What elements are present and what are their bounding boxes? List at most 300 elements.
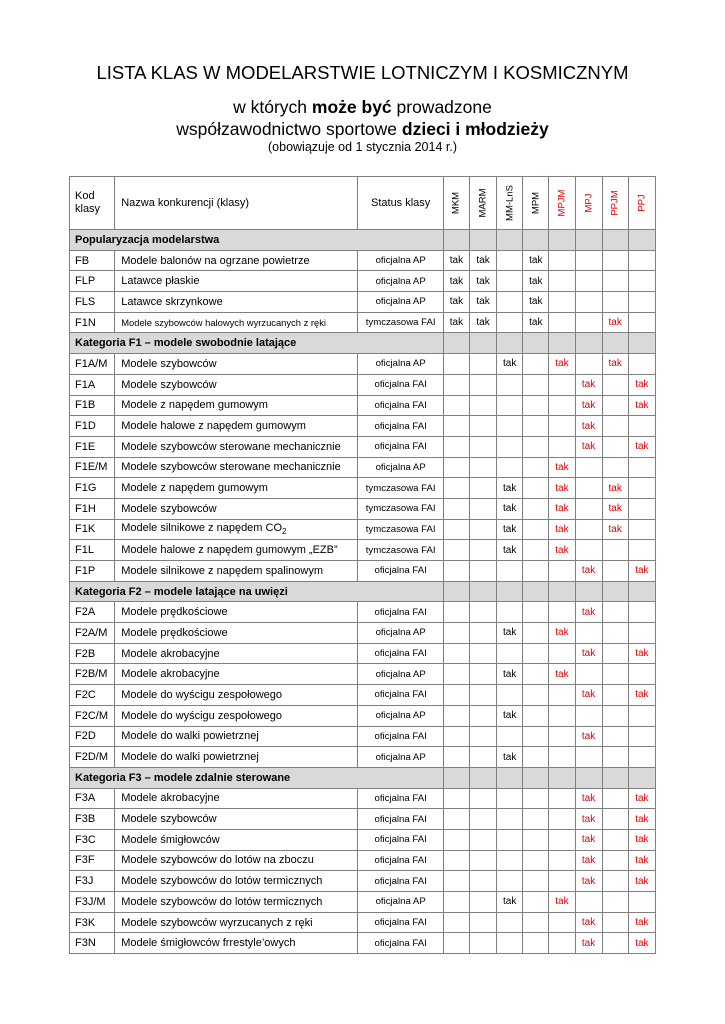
eligibility-cell — [575, 540, 602, 561]
class-name — [115, 850, 358, 871]
eligibility-cell: tak — [575, 436, 602, 457]
class-status: oficjalna AP — [358, 250, 443, 271]
class-name-text: Modele szybowców sterowane mechanicznie — [121, 461, 341, 474]
eligibility-cell — [497, 457, 523, 478]
class-name-text: Modele prędkościowe — [121, 606, 228, 619]
class-name — [115, 788, 358, 809]
table-row — [70, 354, 656, 375]
eligibility-cell — [497, 561, 523, 582]
eligibility-cell: tak — [549, 478, 575, 499]
section-empty-cell — [523, 767, 549, 788]
section-empty-cell — [470, 767, 497, 788]
class-name-text: Modele akrobacyjne — [121, 647, 220, 660]
class-code: F2B/M — [70, 664, 115, 685]
class-name — [115, 540, 358, 561]
class-status: oficjalna FAI — [358, 685, 443, 706]
eligibility-cell: tak — [575, 685, 602, 706]
eligibility-cell: tak — [575, 788, 602, 809]
class-code: F1A — [70, 374, 115, 395]
eligibility-cell: tak — [575, 602, 602, 623]
class-name-text: Modele śmigłowców frrestyle’owych — [121, 937, 296, 950]
eligibility-cell: tak — [628, 685, 655, 706]
eligibility-cell — [575, 250, 602, 271]
class-code: F1E/M — [70, 457, 115, 478]
eligibility-cell — [470, 705, 497, 726]
eligibility-cell — [575, 354, 602, 375]
eligibility-cell — [497, 788, 523, 809]
table-row — [70, 498, 656, 519]
class-status: tymczasowa FAI — [358, 498, 443, 519]
header-col-mpm — [523, 177, 549, 230]
eligibility-cell — [523, 933, 549, 954]
eligibility-cell — [523, 809, 549, 830]
eligibility-cell — [602, 271, 628, 292]
class-name-text: Modele szybowców — [121, 357, 217, 370]
class-name-text: Modele do wyścigu zespołowego — [121, 709, 283, 722]
eligibility-cell — [443, 561, 469, 582]
header-kod — [70, 177, 115, 230]
eligibility-cell — [523, 747, 549, 768]
eligibility-cell — [443, 643, 469, 664]
class-status: oficjalna FAI — [358, 871, 443, 892]
eligibility-cell — [523, 457, 549, 478]
eligibility-cell — [497, 416, 523, 437]
eligibility-cell — [549, 374, 575, 395]
subtitle-line-1 — [0, 97, 725, 118]
class-status: oficjalna FAI — [358, 850, 443, 871]
eligibility-cell — [549, 912, 575, 933]
eligibility-cell: tak — [443, 312, 469, 333]
class-name-text: Modele szybowców — [121, 813, 217, 826]
class-status: oficjalna FAI — [358, 912, 443, 933]
eligibility-cell — [628, 892, 655, 913]
eligibility-cell — [575, 519, 602, 540]
eligibility-cell — [470, 395, 497, 416]
eligibility-cell — [443, 726, 469, 747]
eligibility-cell: tak — [628, 871, 655, 892]
eligibility-cell: tak — [523, 250, 549, 271]
eligibility-cell — [443, 623, 469, 644]
eligibility-cell — [497, 250, 523, 271]
eligibility-cell: tak — [628, 395, 655, 416]
class-name-text: Latawce skrzynkowe — [121, 295, 223, 308]
eligibility-cell: tak — [497, 892, 523, 913]
table-row — [70, 457, 656, 478]
eligibility-cell — [628, 416, 655, 437]
class-status: oficjalna FAI — [358, 416, 443, 437]
class-name — [115, 478, 358, 499]
header-col-mpjm — [549, 177, 575, 230]
validity-note: (obowiązuje od 1 stycznia 2014 r.) — [268, 140, 457, 154]
class-status: oficjalna FAI — [358, 788, 443, 809]
table-row — [70, 871, 656, 892]
class-code: F1L — [70, 540, 115, 561]
class-name — [115, 726, 358, 747]
eligibility-cell — [523, 561, 549, 582]
eligibility-cell — [549, 436, 575, 457]
class-name — [115, 561, 358, 582]
eligibility-cell: tak — [497, 705, 523, 726]
section-empty-cell — [602, 333, 628, 354]
class-status: oficjalna FAI — [358, 643, 443, 664]
table-row — [70, 395, 656, 416]
eligibility-cell — [443, 871, 469, 892]
eligibility-cell — [523, 436, 549, 457]
class-name — [115, 416, 358, 437]
subtitle-line-2 — [0, 119, 725, 140]
eligibility-cell — [549, 312, 575, 333]
class-name — [115, 933, 358, 954]
eligibility-cell — [470, 685, 497, 706]
table-row — [70, 788, 656, 809]
eligibility-cell — [628, 747, 655, 768]
header-kod-line-1: Kod — [75, 190, 95, 202]
table-row — [70, 747, 656, 768]
class-name-text: Modele szybowców — [121, 378, 217, 391]
header-kod-line-2: klasy — [75, 203, 101, 215]
section-title: Kategoria F1 – modele swobodnie latające — [70, 333, 444, 354]
class-name-text: Modele silnikowe z napędem spalinowym — [121, 564, 323, 577]
section-empty-cell — [523, 333, 549, 354]
eligibility-cell: tak — [628, 809, 655, 830]
eligibility-cell — [575, 292, 602, 313]
class-code: F3F — [70, 850, 115, 871]
eligibility-cell: tak — [575, 933, 602, 954]
class-code: F2C — [70, 685, 115, 706]
class-status: oficjalna FAI — [358, 726, 443, 747]
eligibility-cell — [443, 788, 469, 809]
eligibility-cell: tak — [575, 871, 602, 892]
class-status: oficjalna FAI — [358, 561, 443, 582]
eligibility-cell: tak — [575, 395, 602, 416]
section-empty-cell — [575, 333, 602, 354]
class-name — [115, 271, 358, 292]
header-col-marm — [470, 177, 497, 230]
eligibility-cell — [575, 705, 602, 726]
eligibility-cell — [470, 457, 497, 478]
eligibility-cell: tak — [628, 850, 655, 871]
section-empty-cell — [575, 767, 602, 788]
class-status: tymczasowa FAI — [358, 312, 443, 333]
eligibility-cell — [523, 871, 549, 892]
eligibility-cell — [497, 850, 523, 871]
eligibility-cell: tak — [497, 478, 523, 499]
eligibility-cell — [443, 892, 469, 913]
eligibility-cell: tak — [497, 498, 523, 519]
header-col-mpj — [575, 177, 602, 230]
class-name — [115, 436, 358, 457]
eligibility-cell — [443, 478, 469, 499]
class-name — [115, 623, 358, 644]
eligibility-cell — [523, 912, 549, 933]
eligibility-cell — [628, 540, 655, 561]
eligibility-cell: tak — [549, 519, 575, 540]
eligibility-cell — [443, 395, 469, 416]
class-name-text: Modele do walki powietrznej — [121, 730, 259, 743]
class-name-subscript: 2 — [282, 527, 287, 537]
eligibility-cell — [549, 933, 575, 954]
eligibility-cell — [549, 561, 575, 582]
section-empty-cell — [602, 581, 628, 602]
class-code: F2C/M — [70, 705, 115, 726]
class-name — [115, 498, 358, 519]
eligibility-cell: tak — [575, 374, 602, 395]
eligibility-cell: tak — [575, 809, 602, 830]
eligibility-cell — [602, 250, 628, 271]
class-name — [115, 871, 358, 892]
class-code: F1D — [70, 416, 115, 437]
class-code: F3N — [70, 933, 115, 954]
class-code: F2D/M — [70, 747, 115, 768]
eligibility-cell — [443, 705, 469, 726]
class-name-text: Modele szybowców halowych wyrzucanych z ręki — [121, 317, 326, 329]
class-code: F3C — [70, 829, 115, 850]
eligibility-cell — [523, 685, 549, 706]
eligibility-cell: tak — [602, 312, 628, 333]
eligibility-cell — [549, 871, 575, 892]
eligibility-cell — [602, 726, 628, 747]
eligibility-cell: tak — [575, 912, 602, 933]
table-row — [70, 643, 656, 664]
eligibility-cell — [575, 498, 602, 519]
eligibility-cell — [470, 540, 497, 561]
eligibility-cell — [470, 643, 497, 664]
eligibility-cell — [523, 623, 549, 644]
table-row — [70, 561, 656, 582]
eligibility-cell: tak — [470, 250, 497, 271]
class-name-text: Modele silnikowe z napędem CO — [121, 522, 283, 535]
class-status: tymczasowa FAI — [358, 478, 443, 499]
section-empty-cell — [497, 333, 523, 354]
eligibility-cell — [549, 292, 575, 313]
class-status: oficjalna FAI — [358, 436, 443, 457]
section-empty-cell — [549, 581, 575, 602]
table-row — [70, 250, 656, 271]
eligibility-cell — [575, 271, 602, 292]
eligibility-cell — [523, 726, 549, 747]
class-status: oficjalna AP — [358, 664, 443, 685]
eligibility-cell: tak — [443, 271, 469, 292]
class-status: oficjalna AP — [358, 623, 443, 644]
class-name — [115, 643, 358, 664]
eligibility-cell: tak — [497, 540, 523, 561]
header-col-label: PPJ — [636, 194, 648, 212]
section-row — [70, 333, 656, 354]
section-empty-cell — [443, 767, 469, 788]
section-empty-cell — [470, 581, 497, 602]
header-col-label: MKM — [450, 191, 462, 215]
eligibility-cell: tak — [497, 664, 523, 685]
table-row — [70, 912, 656, 933]
table-row — [70, 809, 656, 830]
eligibility-cell — [443, 829, 469, 850]
class-name — [115, 354, 358, 375]
eligibility-cell — [470, 478, 497, 499]
eligibility-cell — [497, 271, 523, 292]
eligibility-cell — [523, 829, 549, 850]
eligibility-cell — [523, 705, 549, 726]
eligibility-cell — [575, 478, 602, 499]
eligibility-cell — [497, 726, 523, 747]
eligibility-cell — [549, 705, 575, 726]
eligibility-cell — [628, 271, 655, 292]
eligibility-cell — [523, 498, 549, 519]
eligibility-cell — [602, 747, 628, 768]
eligibility-cell — [602, 850, 628, 871]
table-row — [70, 602, 656, 623]
class-code: F1P — [70, 561, 115, 582]
eligibility-cell — [602, 643, 628, 664]
eligibility-cell — [549, 685, 575, 706]
eligibility-cell — [443, 809, 469, 830]
class-status: oficjalna FAI — [358, 829, 443, 850]
section-empty-cell — [628, 767, 655, 788]
class-code: F1B — [70, 395, 115, 416]
eligibility-cell — [443, 664, 469, 685]
eligibility-cell — [443, 374, 469, 395]
class-status: oficjalna AP — [358, 457, 443, 478]
class-name-text: Modele akrobacyjne — [121, 792, 220, 805]
eligibility-cell: tak — [628, 912, 655, 933]
eligibility-cell — [602, 685, 628, 706]
class-code: F3J/M — [70, 892, 115, 913]
subtitle-line-2-bold: dzieci i młodzieży — [401, 119, 549, 139]
eligibility-cell — [497, 829, 523, 850]
class-code: F2A — [70, 602, 115, 623]
section-empty-cell — [549, 767, 575, 788]
class-code: F1H — [70, 498, 115, 519]
class-name — [115, 809, 358, 830]
class-name-text: Modele szybowców sterowane mechanicznie — [121, 440, 341, 453]
eligibility-cell — [523, 519, 549, 540]
eligibility-cell — [470, 602, 497, 623]
eligibility-cell — [443, 354, 469, 375]
eligibility-cell — [628, 498, 655, 519]
header-col-label: MPJ — [583, 193, 595, 213]
eligibility-cell: tak — [575, 726, 602, 747]
section-empty-cell — [549, 230, 575, 251]
eligibility-cell — [628, 478, 655, 499]
class-name-text: Modele do walki powietrznej — [121, 751, 259, 764]
eligibility-cell — [470, 829, 497, 850]
eligibility-cell — [523, 643, 549, 664]
eligibility-cell — [523, 602, 549, 623]
header-col-mm-lns — [497, 177, 523, 230]
eligibility-cell — [602, 416, 628, 437]
eligibility-cell — [470, 933, 497, 954]
section-empty-cell — [443, 333, 469, 354]
table-row — [70, 478, 656, 499]
eligibility-cell — [470, 850, 497, 871]
table-row — [70, 850, 656, 871]
header-col-label: PPJM — [609, 190, 621, 216]
eligibility-cell — [497, 436, 523, 457]
table-row — [70, 436, 656, 457]
class-code: F2B — [70, 643, 115, 664]
eligibility-cell — [602, 788, 628, 809]
eligibility-cell: tak — [549, 892, 575, 913]
eligibility-cell: tak — [443, 250, 469, 271]
eligibility-cell — [497, 374, 523, 395]
table-row — [70, 623, 656, 644]
table-row — [70, 519, 656, 540]
eligibility-cell — [628, 726, 655, 747]
eligibility-cell — [470, 519, 497, 540]
eligibility-cell — [470, 623, 497, 644]
table-row — [70, 829, 656, 850]
eligibility-cell: tak — [549, 354, 575, 375]
eligibility-cell — [602, 912, 628, 933]
eligibility-cell — [523, 850, 549, 871]
header-col-label: MARM — [477, 188, 489, 218]
eligibility-cell — [470, 892, 497, 913]
section-empty-cell — [523, 230, 549, 251]
class-status: oficjalna AP — [358, 892, 443, 913]
eligibility-cell — [497, 871, 523, 892]
eligibility-cell — [523, 788, 549, 809]
class-code: F3J — [70, 871, 115, 892]
class-status: tymczasowa FAI — [358, 540, 443, 561]
class-name — [115, 374, 358, 395]
eligibility-cell — [575, 312, 602, 333]
class-code: F1E — [70, 436, 115, 457]
eligibility-cell: tak — [602, 354, 628, 375]
section-empty-cell — [628, 230, 655, 251]
eligibility-cell — [549, 726, 575, 747]
class-status: oficjalna AP — [358, 747, 443, 768]
section-title: Kategoria F3 – modele zdalnie sterowane — [70, 767, 444, 788]
eligibility-cell — [470, 726, 497, 747]
eligibility-cell — [549, 788, 575, 809]
eligibility-cell: tak — [549, 540, 575, 561]
eligibility-cell — [497, 395, 523, 416]
class-name — [115, 829, 358, 850]
class-name — [115, 664, 358, 685]
eligibility-cell — [443, 933, 469, 954]
class-code: F1G — [70, 478, 115, 499]
class-status: oficjalna FAI — [358, 374, 443, 395]
eligibility-cell — [628, 292, 655, 313]
class-code: F2A/M — [70, 623, 115, 644]
eligibility-cell — [628, 312, 655, 333]
class-name-text: Latawce płaskie — [121, 275, 200, 288]
eligibility-cell — [523, 354, 549, 375]
eligibility-cell — [523, 374, 549, 395]
class-code: F1N — [70, 312, 115, 333]
eligibility-cell — [443, 457, 469, 478]
section-empty-cell — [497, 230, 523, 251]
document-title: LISTA KLAS W MODELARSTWIE LOTNICZYM I KOSMICZNYM — [96, 62, 629, 83]
eligibility-cell: tak — [628, 374, 655, 395]
class-name — [115, 602, 358, 623]
header-col-label: MM-LnS — [504, 185, 516, 221]
class-status: oficjalna FAI — [358, 933, 443, 954]
eligibility-cell — [443, 540, 469, 561]
class-status: oficjalna FAI — [358, 809, 443, 830]
class-name — [115, 292, 358, 313]
eligibility-cell: tak — [497, 354, 523, 375]
eligibility-cell: tak — [443, 292, 469, 313]
class-status: oficjalna FAI — [358, 602, 443, 623]
table-row — [70, 726, 656, 747]
section-empty-cell — [497, 767, 523, 788]
eligibility-cell — [549, 395, 575, 416]
eligibility-cell — [549, 850, 575, 871]
section-empty-cell — [602, 230, 628, 251]
section-title: Kategoria F2 – modele latające na uwięzi — [70, 581, 444, 602]
section-empty-cell — [628, 581, 655, 602]
eligibility-cell — [628, 602, 655, 623]
